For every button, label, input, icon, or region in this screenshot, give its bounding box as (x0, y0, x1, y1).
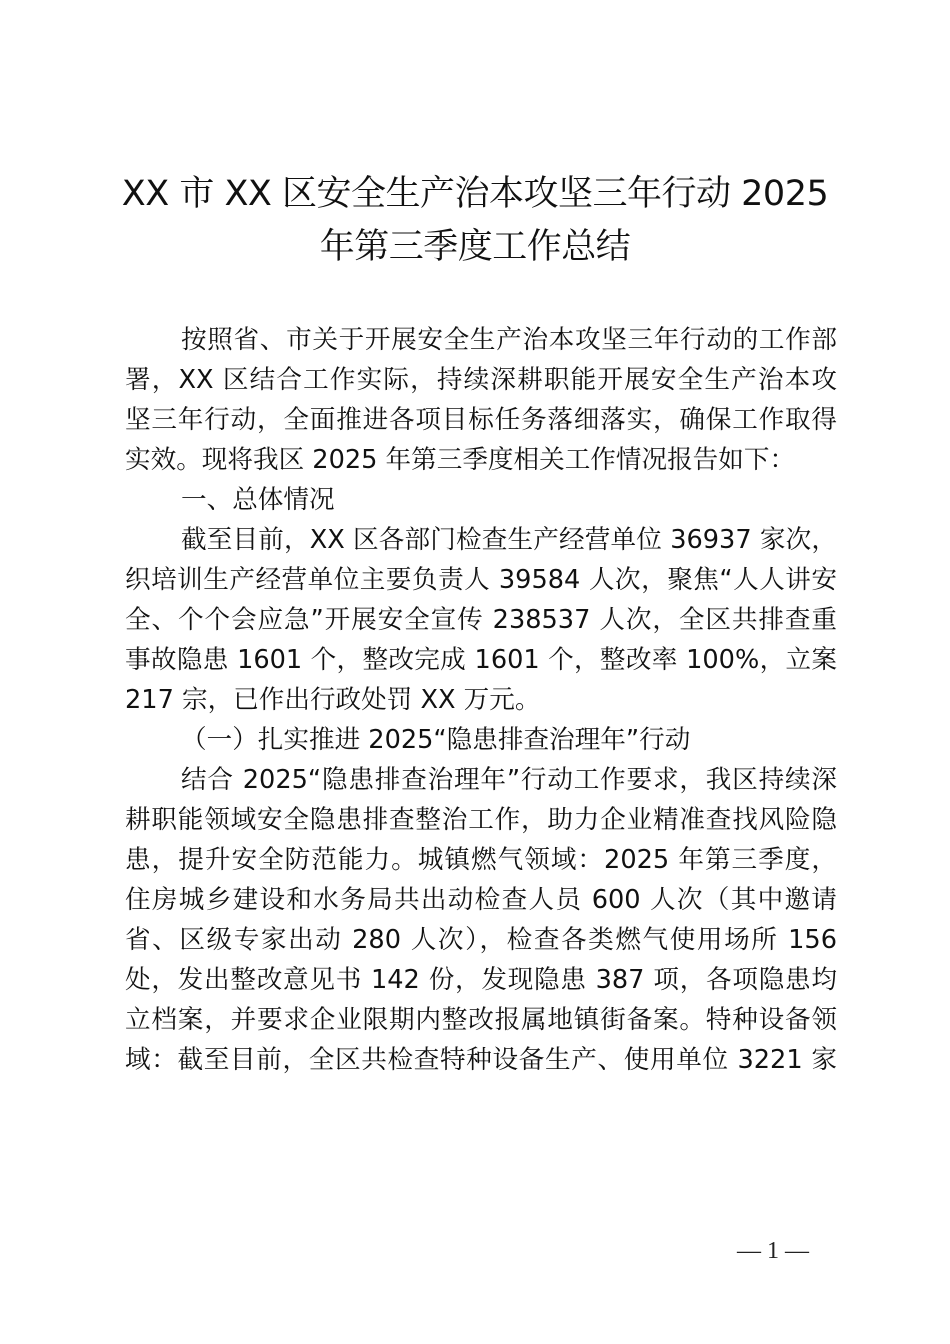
text-line: 全、个个会应急”开展安全宣传 238537 人次，全区共排查重 (125, 605, 837, 635)
text-line: （一）扎实推进 2025“隐患排查治理年”行动 (181, 725, 691, 755)
text-line: 实效。现将我区 2025 年第三季度相关工作情况报告如下： (125, 445, 796, 475)
text-line: 域：截至目前，全区共检查特种设备生产、使用单位 3221 家 (125, 1045, 837, 1075)
text-line: 按照省、市关于开展安全生产治本攻坚三年行动的工作部 (181, 325, 837, 355)
text-line: 署，XX 区结合工作实际，持续深耕职能开展安全生产治本攻 (125, 365, 837, 395)
text-line: 耕职能领域安全隐患排查整治工作，助力企业精准查找风险隐 (125, 805, 837, 835)
text-line: 立档案，并要求企业限期内整改报属地镇街备案。特种设备领 (125, 1005, 837, 1035)
text-line: 住房城乡建设和水务局共出动检查人员 600 人次（其中邀请 (125, 885, 837, 915)
text-line: 一、总体情况 (181, 485, 335, 515)
page-number: — 1 — (737, 1238, 809, 1264)
text-line: 处，发出整改意见书 142 份，发现隐患 387 项，各项隐患均 (125, 965, 837, 995)
text-line: 患，提升安全防范能力。城镇燃气领域：2025 年第三季度， (125, 845, 837, 875)
text-line: 结合 2025“隐患排查治理年”行动工作要求，我区持续深 (181, 765, 837, 795)
text-line: 织培训生产经营单位主要负责人 39584 人次，聚焦“人人讲安 (125, 565, 837, 595)
text-line: 截至目前，XX 区各部门检查生产经营单位 36937 家次， (181, 525, 837, 555)
text-line: 217 宗，已作出行政处罚 XX 万元。 (125, 685, 541, 715)
text-line: 事故隐患 1601 个，整改完成 1601 个，整改率 100%，立案 (125, 645, 837, 675)
title-line-1: XX 市 XX 区安全生产治本攻坚三年行动 2025 (121, 174, 829, 214)
document-title (100, 168, 850, 274)
text-line: 省、区级专家出动 280 人次），检查各类燃气使用场所 156 (125, 925, 837, 955)
text-line: 坚三年行动，全面推进各项目标任务落细落实，确保工作取得 (125, 405, 837, 435)
document-body (125, 320, 837, 1080)
title-line-2: 年第三季度工作总结 (319, 227, 631, 267)
